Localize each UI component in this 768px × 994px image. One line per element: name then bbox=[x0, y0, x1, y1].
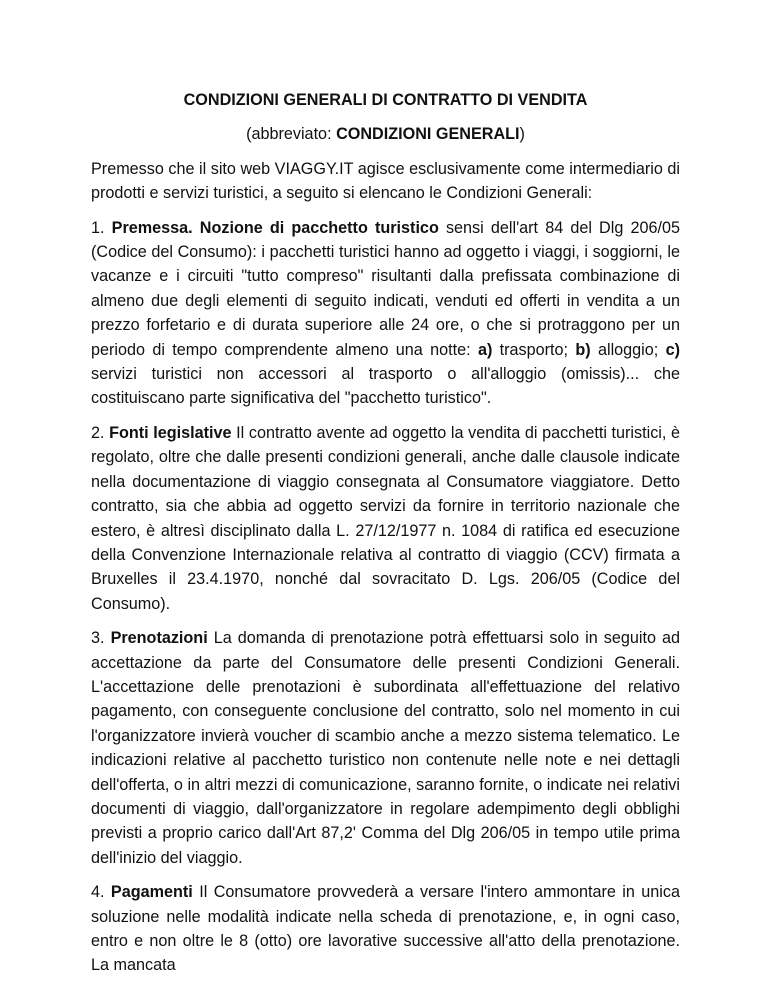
section-number: 1. bbox=[91, 218, 105, 237]
section-heading: Premessa. Nozione di pacchetto turistico bbox=[111, 218, 439, 237]
section-heading: Prenotazioni bbox=[110, 629, 208, 648]
document-title: CONDIZIONI GENERALI DI CONTRATTO DI VENDITA bbox=[183, 91, 588, 109]
subtitle-bold: CONDIZIONI GENERALI bbox=[336, 125, 520, 144]
section-1 bbox=[91, 216, 680, 411]
item-a-text: trasporto; bbox=[492, 340, 576, 359]
intro-paragraph: Premesso che il sito web VIAGGY.IT agisce esclusivamente come intermediario di prodotti e servizi turistici, a seguito si elencano le Condizioni Generali: bbox=[91, 159, 680, 203]
document-subtitle bbox=[91, 122, 680, 146]
item-c-text: servizi turistici non accessori al trasporto o all'alloggio (omissis)... che costituiscano parte significativa del "pacchetto turistico". bbox=[91, 365, 680, 408]
section-2 bbox=[91, 421, 680, 616]
section-text: sensi dell'art 84 del Dlg 206/05 (Codice del Consumo): i pacchetti turistici hanno ad oggetto i viaggi, i soggiorni, le vacanze e i circuiti "tutto compreso" risultanti dalla prefissata combinazione di almeno due degli elementi di seguito indicati, venduti ed offerti in vendita a un prezzo forfetario e di durata superiore alle 24 ore, o che si protraggono per un periodo di tempo comprendente almeno una notte: bbox=[91, 218, 680, 359]
subtitle-prefix: (abbreviato: bbox=[246, 125, 337, 144]
item-b-label: b) bbox=[575, 340, 591, 359]
section-number: 4. bbox=[91, 883, 105, 902]
item-a-label: a) bbox=[477, 340, 493, 359]
item-b-text: alloggio; bbox=[590, 340, 666, 359]
section-4 bbox=[91, 880, 680, 978]
section-heading: Fonti legislative bbox=[109, 423, 232, 442]
subtitle-suffix: ) bbox=[519, 125, 525, 144]
section-number: 3. bbox=[91, 629, 105, 648]
section-text: La domanda di prenotazione potrà effettuarsi solo in seguito ad accettazione da parte del Consumatore delle presenti Condizioni Generali. L'accettazione delle prenotazioni è subordinata all'effettuazione del relativo pagamento, con conseguente conclusione del contratto, solo nel momento in cui l'organizzatore invierà voucher di scambio anche a mezzo sistema telematico. Le indicazioni relative al pacchetto turistico non contenute nelle note e nei dettagli dell'offerta, o in altri mezzi di comunicazione, saranno fornite, o indicate nei relativi documenti di viaggio, dall'organizzatore in regolare adempimento degli obblighi previsti a proprio carico dall'Art 87,2' Comma del Dlg 206/05 in tempo utile prima dell'inizio del viaggio. bbox=[91, 629, 680, 867]
section-number: 2. bbox=[91, 423, 105, 442]
item-c-label: c) bbox=[665, 340, 681, 359]
section-heading: Pagamenti bbox=[110, 883, 193, 902]
section-text: Il contratto avente ad oggetto la vendita di pacchetti turistici, è regolato, oltre che dalle presenti condizioni generali, anche dalle clausole indicate nella documentazione di viaggio consegnata al Consumatore viaggiatore. Detto contratto, sia che abbia ad oggetto servizi da fornire in territorio nazionale che estero, è altresì disciplinato dalla L. 27/12/1977 n. 1084 di ratifica ed esecuzione della Convenzione Internazionale relativa al contratto di viaggio (CCV) firmata a Bruxelles il 23.4.1970, nonché dal sovracitato D. Lgs. 206/05 (Codice del Consumo). bbox=[91, 423, 680, 613]
section-text: Il Consumatore provvederà a versare l'intero ammontare in unica soluzione nelle modalità indicate nella scheda di prenotazione, e, in ogni caso, entro e non oltre le 8 (otto) ore lavorative successive all'atto della prenotazione. La mancata bbox=[91, 883, 680, 975]
section-3 bbox=[91, 626, 680, 870]
